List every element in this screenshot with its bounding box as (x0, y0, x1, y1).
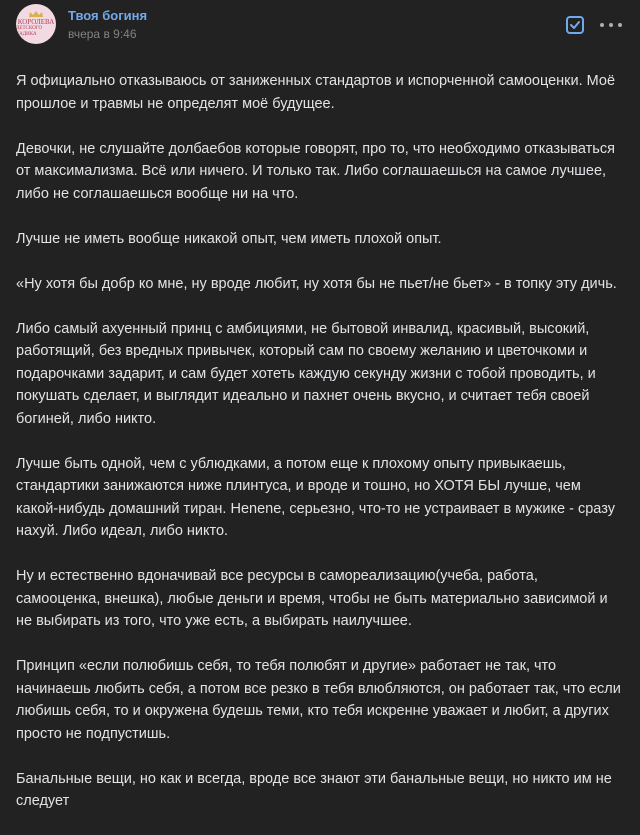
post-time[interactable]: вчера в 9:46 (68, 27, 137, 41)
post-paragraph: Я официально отказываюсь от заниженных стандартов и испорченной самооценки. Моё прошлое и травмы не определят моё будущее. (16, 73, 616, 112)
post-paragraph: «Ну хотя бы добр ко мне, ну вроде любит, ну хотя бы не пьет/не бьет» - в топку эту дичь. (16, 275, 617, 292)
avatar-line1: КОРОЛЕВА (17, 17, 55, 26)
post-paragraph: Девочки, не слушайте долбаебов которые говорят, про то, что необходимо отказываться от максимализма. Всё или ничего. И только так. Либо соглашаешься на самое лучшее, либо не соглашаешься вообще ни на что. (16, 140, 615, 202)
author-name[interactable]: Твоя богиня (68, 8, 148, 23)
post-paragraph: Лучше быть одной, чем с ублюдками, а потом еще к плохому опыту привыкаешь, стандартики занижаются ниже плинтуса, и вроде и тошно, но ХОТЯ БЫ лучше, чем какой-нибудь домашний тиран. Нenene, серьезно, что-то не устраивает в мужике - сразу нахуй. Либо идеал, либо никто. (16, 455, 615, 539)
more-horizontal-icon[interactable] (600, 16, 622, 34)
post-paragraph: Принцип «если полюбишь себя, то тебя полюбят и другие» работает не так, что начинаешь любить себя, а потом все резко в тебя влюбляются, он работает так, что если любишь себя, то и окружена будешь теми, кто тебя искренне уважает и любит, а других просто не подпустишь. (16, 658, 621, 742)
post-paragraph: Ну и естественно вдоначивай все ресурсы в самореализацию(учеба, работа, самооценка, внешка), любые деньги и время, чтобы не быть материально зависимой и не выбирать из того, что уже есть, а выбирать наилучшее. (16, 568, 608, 629)
crown-icon (28, 11, 44, 17)
post-header (0, 0, 640, 50)
post-paragraph: Лучше не иметь вообще никакой опыт, чем иметь плохой опыт. (16, 230, 442, 247)
post-text (16, 70, 626, 835)
post-paragraph: Банальные вещи, но как и всегда, вроде все знают эти банальные вещи, но никто им не следует (16, 770, 612, 809)
avatar[interactable] (16, 4, 56, 44)
post-paragraph: Либо самый ахуенный принц с амбициями, не бытовой инвалид, красивый, высокий, работящий, без вредных привычек, который сам по своему желанию и цветочкоми и подарочками задарит, и сам будет хотеть каждую секунду жизни с тобой проводить, и покушать сделает, и выглядит идеально и пахнет очень вкусно, и считает тебя своей богиней, либо никто. (16, 320, 596, 427)
avatar-line2: ДЕТСКОГО САДИКА (16, 25, 43, 37)
checkbox-check-icon[interactable] (566, 16, 584, 34)
